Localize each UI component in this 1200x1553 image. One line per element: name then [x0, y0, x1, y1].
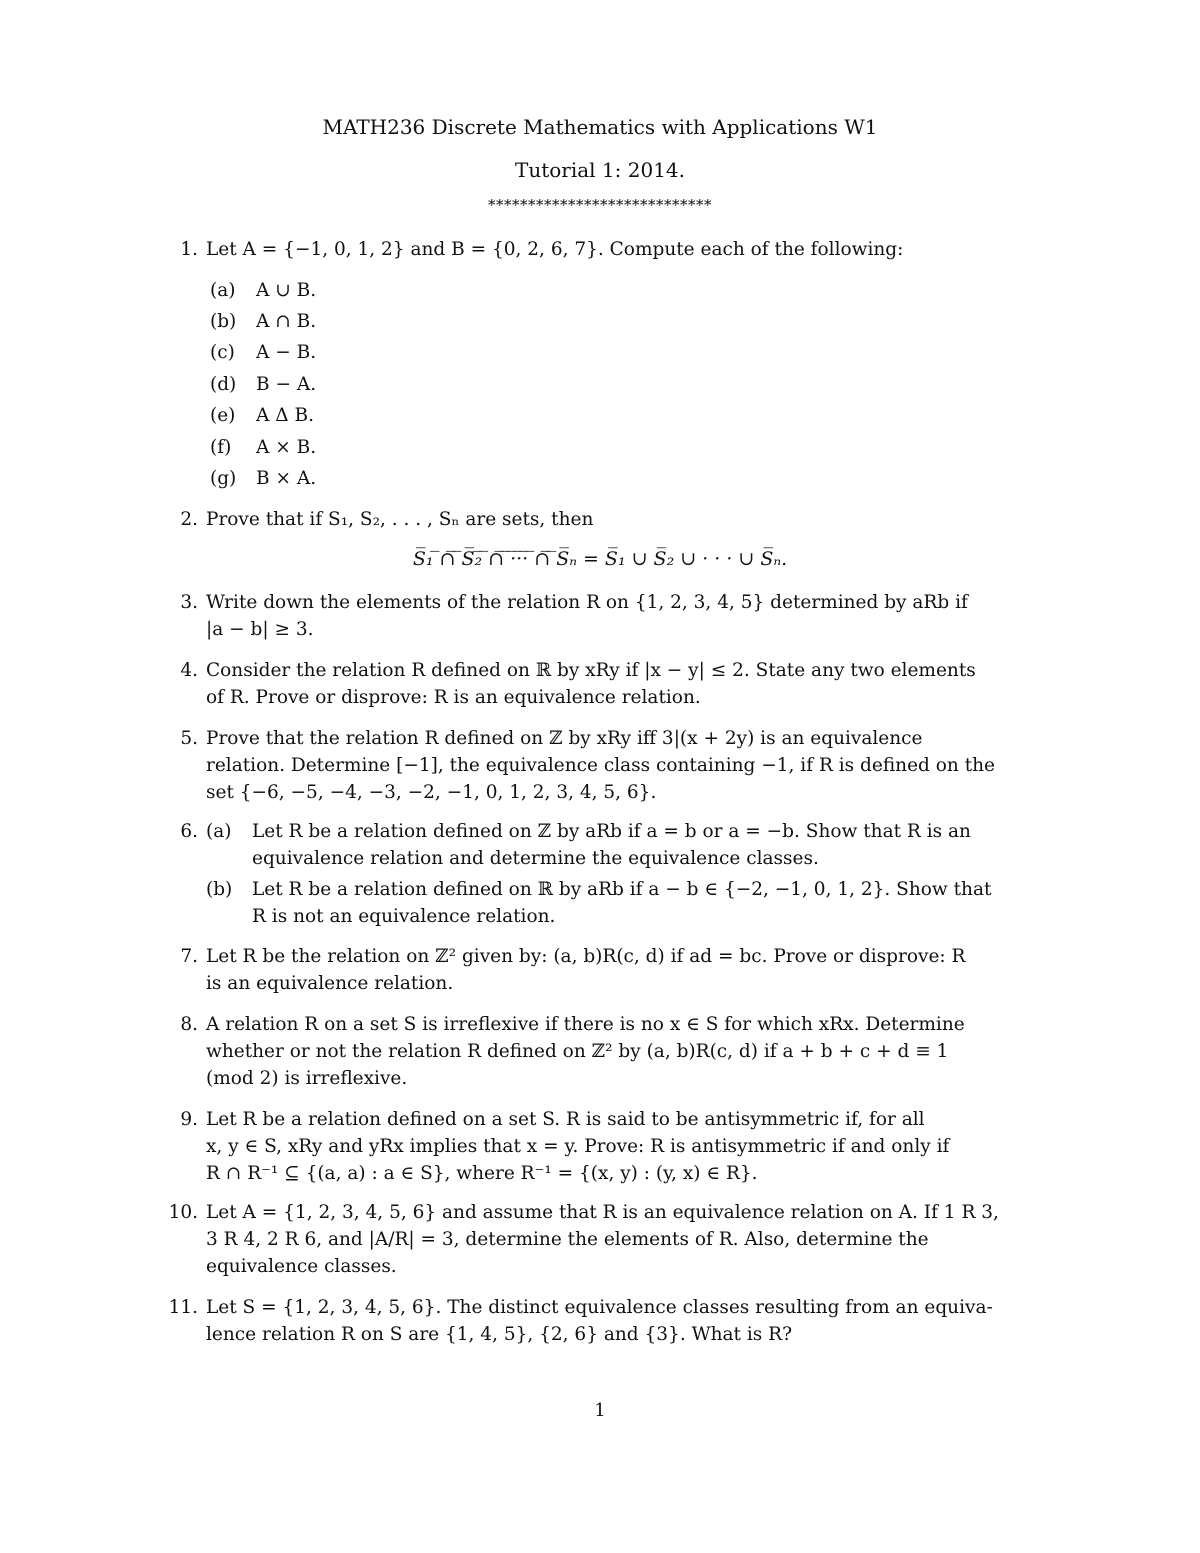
part-label: (b)	[210, 311, 237, 332]
page-number: 1	[594, 1400, 606, 1421]
text-line: 3 R 4, 2 R 6, and |A/R| = 3, determine the elements of R. Also, determine the	[206, 1229, 929, 1250]
question-number: 11.	[168, 1297, 198, 1318]
part-text	[252, 818, 986, 872]
text-line: Let R be a relation defined on a set S. R is said to be antisymmetric if, for all	[206, 1109, 925, 1130]
part-text: A Δ B.	[256, 405, 314, 426]
text-line: Consider the relation R defined on ℝ by xRy if |x − y| ≤ 2. State any two elements	[206, 660, 976, 681]
question-text	[206, 1011, 986, 1092]
text-line: Write down the elements of the relation R on {1, 2, 3, 4, 5} determined by aRb if	[206, 592, 968, 613]
text-line: (mod 2) is irreflexive.	[206, 1068, 408, 1089]
question-text	[206, 589, 986, 643]
part-label: (f)	[210, 437, 232, 458]
text-line: set {−6, −5, −4, −3, −2, −1, 0, 1, 2, 3, 4, 5, 6}.	[206, 782, 657, 803]
text-line: equivalence relation and determine the equivalence classes.	[252, 848, 819, 869]
part-text: A ∩ B.	[256, 311, 317, 332]
part-label: (a)	[210, 280, 236, 301]
part-text: A − B.	[256, 342, 317, 363]
text-line: relation. Determine [−1], the equivalence class containing −1, if R is defined on the	[206, 755, 995, 776]
text-line: R ∩ R⁻¹ ⊆ {(a, a) : a ∈ S}, where R⁻¹ = {(x, y) : (y, x) ∈ R}.	[206, 1163, 758, 1184]
question-number: 8.	[180, 1014, 198, 1035]
text-line: Let R be the relation on ℤ² given by: (a, b)R(c, d) if ad = bc. Prove or disprove: R	[206, 946, 966, 967]
text-line: equivalence classes.	[206, 1256, 397, 1277]
question-text	[206, 725, 995, 806]
part-label: (b)	[206, 879, 233, 900]
part-label: (c)	[210, 342, 235, 363]
part-text: A ∪ B.	[256, 280, 317, 301]
question-number: 10.	[168, 1202, 198, 1223]
part-text: B − A.	[256, 374, 317, 395]
part-text	[252, 876, 992, 930]
text-line: R is not an equivalence relation.	[252, 906, 556, 927]
part-text: B × A.	[256, 468, 317, 489]
document-subtitle: Tutorial 1: 2014.	[514, 158, 685, 182]
part-label: (d)	[210, 374, 237, 395]
question-text: Let A = {−1, 0, 1, 2} and B = {0, 2, 6, 7}. Compute each of the following:	[206, 239, 904, 260]
text-line: Let A = {1, 2, 3, 4, 5, 6} and assume that R is an equivalence relation on A. If 1 R 3,	[206, 1202, 999, 1223]
question-number: 2.	[180, 509, 198, 530]
question-text	[206, 657, 986, 711]
text-line: Let R be a relation defined on ℝ by aRb if a − b ∈ {−2, −1, 0, 1, 2}. Show that	[252, 879, 992, 900]
text-line: is an equivalence relation.	[206, 973, 454, 994]
question-number: 5.	[180, 728, 198, 749]
question-number: 1.	[180, 239, 198, 260]
document-title: MATH236 Discrete Mathematics with Applications W1	[322, 115, 878, 139]
text-line: of R. Prove or disprove: R is an equivalence relation.	[206, 687, 701, 708]
text-line: x, y ∈ S, xRy and yRx implies that x = y. Prove: R is antisymmetric if and only if	[206, 1136, 950, 1157]
question-number: 7.	[180, 946, 198, 967]
text-line: Let S = {1, 2, 3, 4, 5, 6}. The distinct equivalence classes resulting from an equiva-	[206, 1297, 993, 1318]
text-line: Prove that the relation R defined on ℤ by xRy iff 3|(x + 2y) is an equivalence	[206, 728, 923, 749]
part-label: (e)	[210, 405, 236, 426]
text-line: A relation R on a set S is irreflexive if there is no x ∈ S for which xRx. Determine	[206, 1014, 965, 1035]
question-number: 3.	[180, 592, 198, 613]
part-label: (g)	[210, 468, 237, 489]
question-number: 4.	[180, 660, 198, 681]
question-text	[206, 943, 986, 997]
question-text: Prove that if S₁, S₂, . . . , Sₙ are sets, then	[206, 509, 594, 530]
text-line: Let R be a relation defined on ℤ by aRb if a = b or a = −b. Show that R is an	[252, 821, 971, 842]
question-text	[206, 1294, 993, 1348]
part-label: (a)	[206, 821, 232, 842]
display-equation: S̅₁ ̅∩̅ ̅S̅₂̅ ̅∩̅ ̅·̅·̅·̅ ̅∩̅ ̅S̅ₙ = S̅₁ ∪ S̅₂ ∪ · · · ∪ S̅ₙ.	[412, 548, 788, 570]
part-text: A × B.	[256, 437, 317, 458]
separator-stars: ****************************	[488, 196, 712, 214]
question-number: 9.	[180, 1109, 198, 1130]
text-line: lence relation R on S are {1, 4, 5}, {2, 6} and {3}. What is R?	[206, 1324, 793, 1345]
text-line: |a − b| ≥ 3.	[206, 619, 314, 640]
question-number: 6.	[180, 821, 198, 842]
question-text	[206, 1199, 999, 1280]
question-text	[206, 1106, 986, 1187]
text-line: whether or not the relation R defined on ℤ² by (a, b)R(c, d) if a + b + c + d ≡ 1	[206, 1041, 949, 1062]
